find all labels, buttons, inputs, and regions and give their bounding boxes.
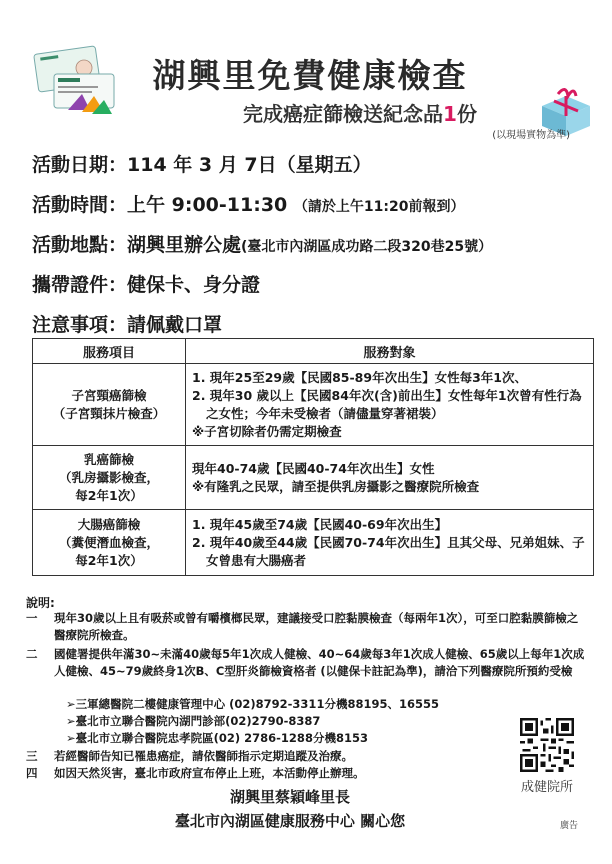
notice-value: 請佩戴口罩 bbox=[127, 314, 223, 336]
notes-label: 說明: bbox=[26, 596, 55, 610]
service-item-line: 每2年1次） bbox=[75, 487, 143, 503]
notice-label: 注意事項： bbox=[32, 314, 128, 336]
place-value: 湖興里辦公處 bbox=[127, 234, 242, 256]
event-time bbox=[32, 190, 464, 217]
note-text: 現年30歲以上且有吸菸或曾有嚼檳榔民眾，建議接受口腔黏膜檢查（每兩年1次），可至口腔黏膜篩檢之醫療院所檢查。 bbox=[54, 611, 579, 642]
hospital-item: ➢臺北市立聯合醫院忠孝院區(02) 2786-1288分機8153 bbox=[66, 731, 368, 745]
ad-label: 廣告 bbox=[560, 821, 579, 831]
note-item bbox=[26, 748, 506, 765]
table-header-row bbox=[33, 339, 594, 364]
note-text: 如因天然災害，臺北市政府宣布停止上班，本活動停止辦理。 bbox=[54, 766, 365, 780]
hospital-item: ➢三軍總醫院二樓健康管理中心 (02)8792-3311分機88195、16555 bbox=[66, 697, 439, 711]
subtitle-text: 完成癌症篩檢送紀念品 bbox=[243, 102, 444, 126]
service-item bbox=[33, 364, 186, 446]
place-note: (臺北市內湖區成功路二段320巷25號） bbox=[241, 239, 493, 255]
service-target bbox=[186, 510, 594, 576]
subtitle bbox=[190, 98, 530, 127]
place-label: 活動地點： bbox=[32, 234, 128, 256]
time-note: （請於上午11:20前報到） bbox=[293, 199, 465, 215]
service-table bbox=[32, 338, 594, 576]
target-line: 2. 現年40歲至44歲【民國70-74年次出生】且其父母、兄弟姐妹、子女曾患有大腸癌者 bbox=[192, 534, 585, 568]
note-item bbox=[26, 765, 506, 782]
required-documents bbox=[32, 270, 260, 297]
note-number: 一 bbox=[26, 611, 38, 625]
target-line: ※有隆乳之民眾，請至提供乳房攝影之醫療院所檢查 bbox=[192, 478, 480, 494]
service-item-line: （子宮頸抹片檢查） bbox=[52, 405, 166, 421]
footer-chief: 湖興里蔡穎峰里長 bbox=[229, 788, 350, 806]
time-label: 活動時間： bbox=[32, 194, 128, 216]
subtitle-unit: 份 bbox=[456, 102, 477, 126]
target-line: 1. 現年45歲至74歲【民國40-69年次出生】 bbox=[192, 516, 448, 532]
footer-organizer: 臺北市內湖區健康服務中心 關心您 bbox=[174, 812, 406, 830]
service-item bbox=[33, 510, 186, 576]
service-item-line: 每2年1次） bbox=[75, 552, 143, 568]
header-service-target: 服務對象 bbox=[186, 339, 594, 364]
service-item-line: 大腸癌篩檢 bbox=[77, 516, 141, 532]
note-number: 三 bbox=[26, 749, 38, 763]
header-service-item: 服務項目 bbox=[33, 339, 186, 364]
documents-value: 健保卡、身分證 bbox=[127, 274, 261, 296]
service-target bbox=[186, 364, 594, 446]
target-line: 1. 現年25至29歲【民國85-89年次出生】女性每3年1次、 bbox=[192, 369, 527, 385]
service-item-line: 乳癌篩檢 bbox=[83, 451, 134, 467]
note-number: 四 bbox=[26, 766, 38, 780]
note-item bbox=[26, 646, 586, 680]
service-item-line: （糞便潛血檢查， bbox=[58, 534, 159, 550]
target-line: 現年40-74歲【民國40-74年次出生】女性 bbox=[192, 460, 435, 476]
subtitle-count: 1 bbox=[443, 102, 457, 126]
date-value: 114 年 3 月 7日（星期五） bbox=[127, 154, 372, 176]
documents-label: 攜帶證件： bbox=[32, 274, 128, 296]
qr-label: 成健院所 bbox=[520, 780, 573, 795]
event-date bbox=[32, 150, 372, 177]
page-title: 湖興里免費健康檢查 bbox=[152, 56, 468, 95]
notice bbox=[32, 310, 222, 337]
note-text: 若經醫師告知已罹患癌症，請依醫師指示定期追蹤及治療。 bbox=[54, 749, 353, 763]
target-line: 2. 現年30 歲以上【民國84年次(含)前出生】女性每年1次曾有性行為之女性；今年未受檢者（請儘量穿著裙裝） bbox=[192, 387, 582, 421]
table-row bbox=[33, 364, 594, 446]
service-item bbox=[33, 446, 186, 510]
note-item bbox=[26, 610, 586, 644]
service-item-line: 子宮頸癌篩檢 bbox=[71, 387, 147, 403]
note-number: 二 bbox=[26, 647, 38, 661]
qr-code-icon[interactable] bbox=[520, 718, 574, 772]
table-row bbox=[33, 446, 594, 510]
note-text: 國健署提供年滿30~未滿40歲每5年1次成人健檢、40~64歲每3年1次成人健檢、65歲以上每年1次成人健檢、45~79歲終身1次B、C型肝炎篩檢資格者 (以健保卡註記為準)，請洽下列醫療院所預約受檢 bbox=[54, 647, 585, 678]
service-target bbox=[186, 446, 594, 510]
service-item-line: （乳房攝影檢查， bbox=[58, 469, 159, 485]
target-line: ※子宮切除者仍需定期檢查 bbox=[192, 423, 342, 439]
time-value: 上午 9:00-11:30 bbox=[127, 194, 288, 216]
table-row bbox=[33, 510, 594, 576]
event-place bbox=[32, 230, 492, 257]
date-label: 活動日期： bbox=[32, 154, 128, 176]
hospital-item: ➢臺北市立聯合醫院內湖門診部(02)2790-8387 bbox=[66, 714, 321, 728]
gift-note: (以現場實物為準) bbox=[492, 130, 570, 141]
